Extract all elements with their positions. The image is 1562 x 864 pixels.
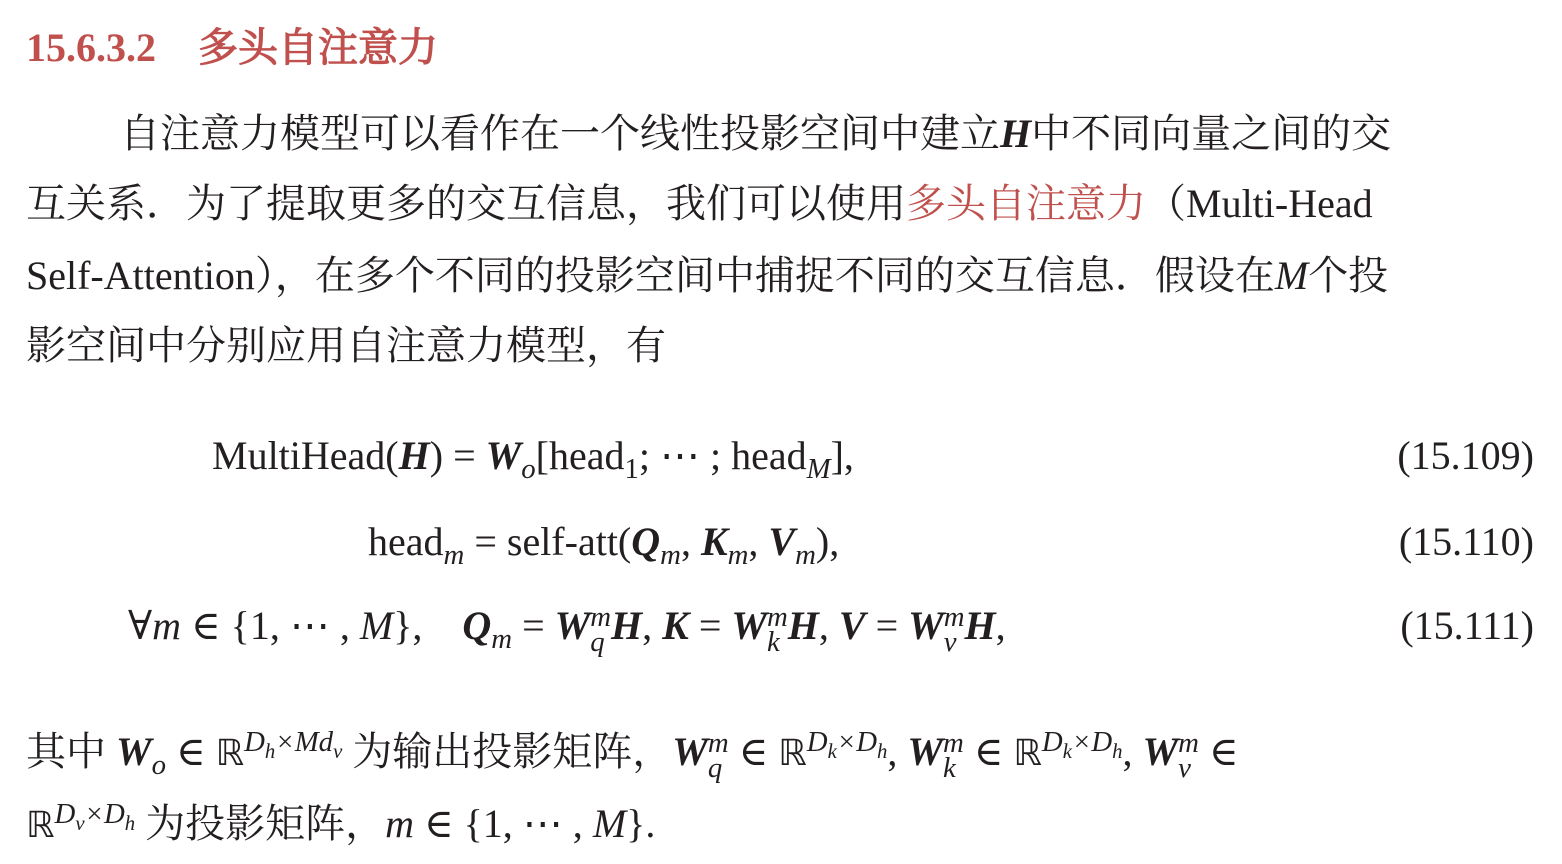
- para2-line2: ℝ$^{D_v\times D_h}$ 为投影矩阵，m ∈ {1, ⋯ , M}.: [26, 797, 656, 846]
- section-heading: [26, 16, 438, 73]
- equation-multihead: MultiHead(H) = $W_o[head_1$; ⋯ ; head$_M$],: [212, 433, 854, 485]
- para2-line1: 其中 $W_o$ ∈ ℝ$^{D_h\times Md_v}$ 为输出投影矩阵，W m q ∈ ℝ$^{D_k\times D_h}$, W m k ∈ ℝ$^{D_k\times D_h}$, W m v ∈: [26, 725, 1239, 784]
- equation-projections: ∀m ∈ {1, ⋯ , M}, $Q_m = W$ m q H, K = W m k H, V = W m v H,: [128, 601, 1006, 658]
- equation-head: head$_m$ = self-$att(Q_m$, $K_m$, $V_m$),: [368, 519, 840, 571]
- para1-line2: 互关系．为了提取更多的交互信息，我们可以使用多头自注意力（Multi-Head: [26, 181, 1373, 226]
- equation-number: (15.109): [1397, 433, 1534, 478]
- para1-line1: 自注意力模型可以看作在一个线性投影空间中建立H中不同向量之间的交: [120, 111, 1392, 156]
- term-highlight: 多头自注意力: [906, 181, 1146, 226]
- para1-line3: Self-Attention），在多个不同的投影空间中捕捉不同的交互信息．假设在M个投: [26, 253, 1389, 298]
- equation-number: (15.111): [1400, 603, 1534, 648]
- para1-line4: 影空间中分别应用自注意力模型，有: [26, 323, 666, 368]
- section-number: 15.6.3.2: [26, 25, 156, 70]
- section-title: 多头自注意力: [198, 25, 438, 70]
- equation-number: (15.110): [1398, 519, 1534, 564]
